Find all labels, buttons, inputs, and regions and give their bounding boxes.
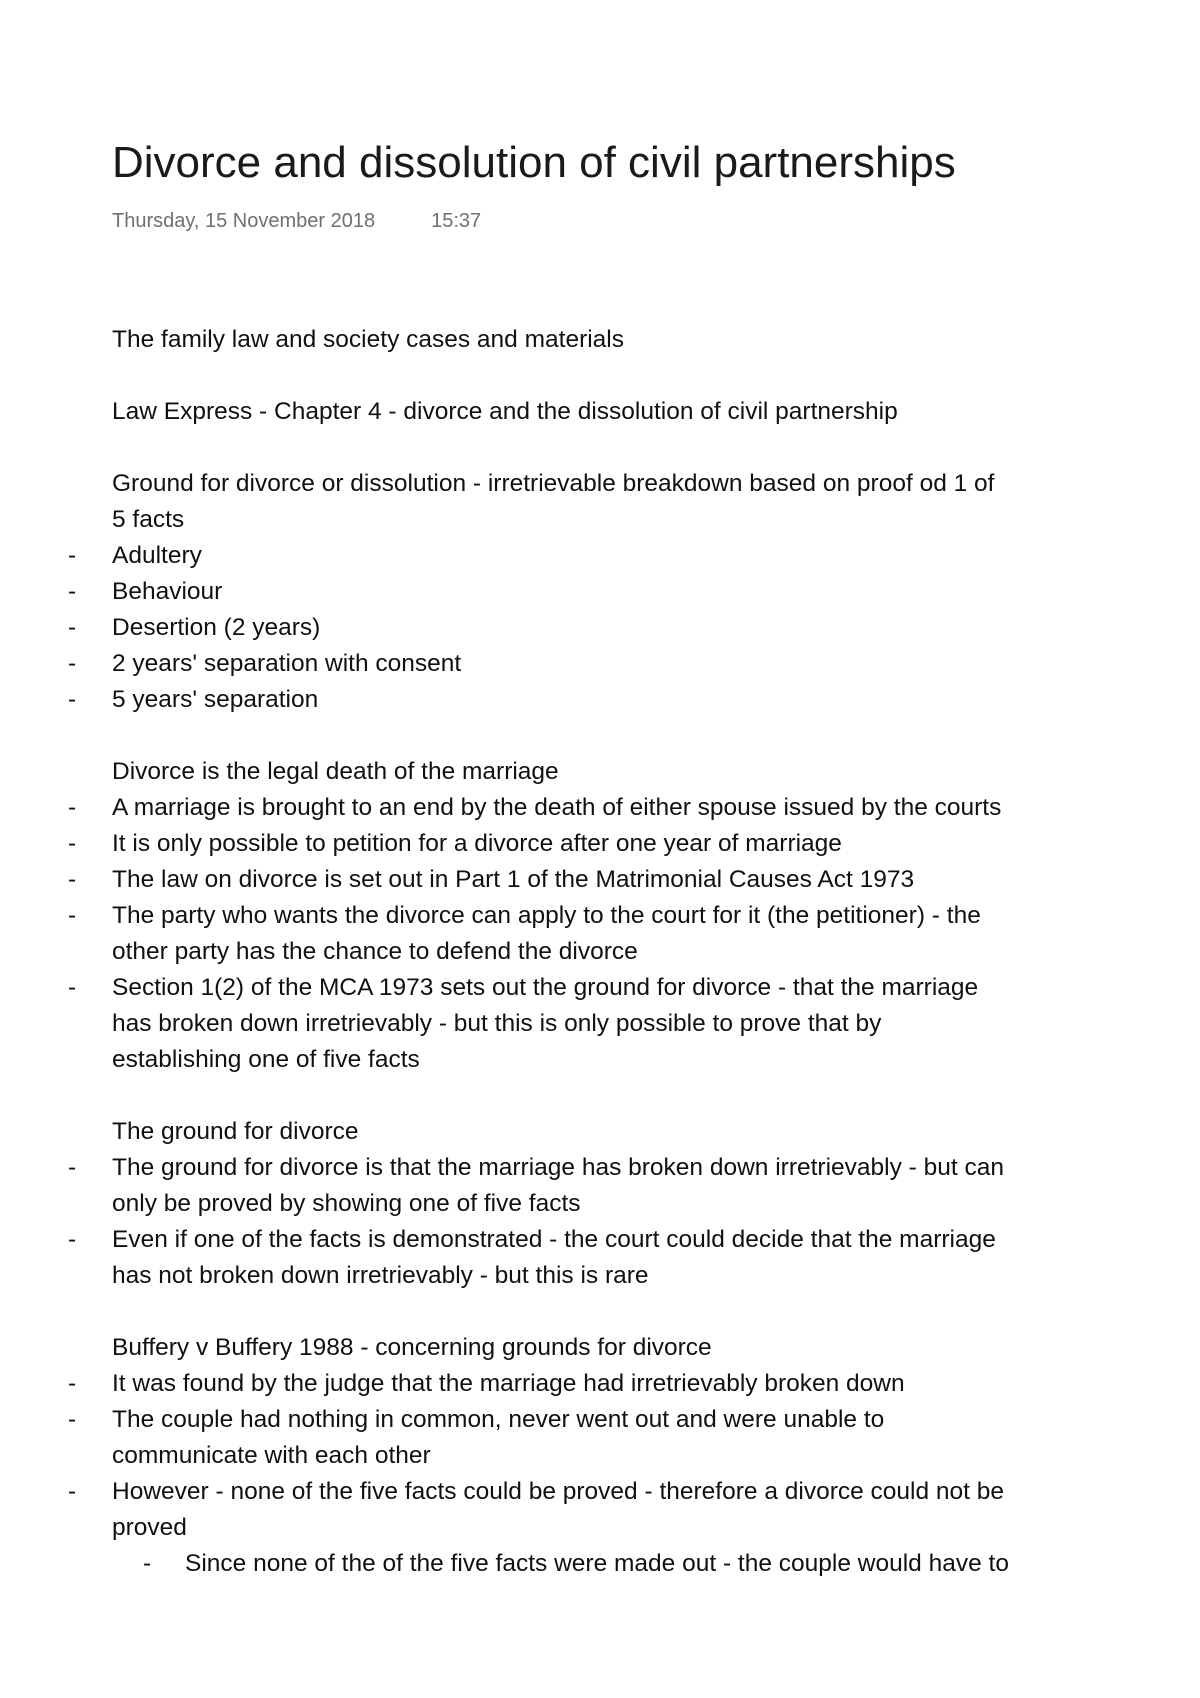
bullet-marker: -	[143, 1550, 152, 1577]
line-text: A marriage is brought to an end by the death of either spouse issued by the courts	[112, 794, 1002, 821]
bullet-marker: -	[68, 650, 77, 677]
text-line	[0, 502, 1200, 538]
line-text: The family law and society cases and materials	[112, 326, 624, 353]
bullet-item	[0, 682, 1200, 718]
line-text: Even if one of the facts is demonstrated - the court could decide that the marriage	[112, 1226, 996, 1253]
blank-line	[0, 430, 1200, 466]
bullet-marker: -	[68, 974, 77, 1001]
bullet-item	[0, 790, 1200, 826]
text-line	[0, 1006, 1200, 1042]
text-line	[0, 1042, 1200, 1078]
line-text: The ground for divorce	[112, 1118, 359, 1145]
bullet-marker: -	[68, 578, 77, 605]
note-timestamp	[112, 207, 481, 235]
line-text: Ground for divorce or dissolution - irretrievable breakdown based on proof od 1 of	[112, 470, 995, 497]
line-text: Law Express - Chapter 4 - divorce and the dissolution of civil partnership	[112, 398, 898, 425]
bullet-marker: -	[68, 686, 77, 713]
line-text: The couple had nothing in common, never went out and were unable to	[112, 1406, 885, 1433]
bullet-item	[0, 1222, 1200, 1258]
line-text: Section 1(2) of the MCA 1973 sets out the ground for divorce - that the marriage	[112, 974, 979, 1001]
line-text: 5 years' separation	[112, 686, 319, 713]
line-text: proved	[112, 1514, 187, 1541]
text-line	[0, 1186, 1200, 1222]
blank-line	[0, 718, 1200, 754]
bullet-item	[0, 1150, 1200, 1186]
sub-bullet-item	[0, 1546, 1200, 1582]
line-text: other party has the chance to defend the divorce	[112, 938, 638, 965]
line-text: has not broken down irretrievably - but this is rare	[112, 1262, 649, 1289]
line-text: communicate with each other	[112, 1442, 431, 1469]
bullet-item	[0, 1402, 1200, 1438]
line-text: However - none of the five facts could be proved - therefore a divorce could not be	[112, 1478, 1005, 1505]
blank-line	[0, 1078, 1200, 1114]
bullet-marker: -	[68, 1370, 77, 1397]
line-text: Desertion (2 years)	[112, 614, 321, 641]
text-line	[0, 1438, 1200, 1474]
line-text: 5 facts	[112, 506, 185, 533]
line-text: 2 years' separation with consent	[112, 650, 462, 677]
bullet-marker: -	[68, 866, 77, 893]
line-text: The party who wants the divorce can apply to the court for it (the petitioner) - the	[112, 902, 981, 929]
text-line	[0, 322, 1200, 358]
note-time: 15:37	[431, 210, 482, 232]
bullet-item	[0, 1366, 1200, 1402]
text-line	[0, 394, 1200, 430]
page-title: Divorce and dissolution of civil partnerships	[112, 138, 956, 187]
blank-line	[0, 1294, 1200, 1330]
bullet-item	[0, 646, 1200, 682]
bullet-item	[0, 574, 1200, 610]
text-line	[0, 754, 1200, 790]
line-text: Behaviour	[112, 578, 223, 605]
bullet-marker: -	[68, 902, 77, 929]
bullet-item	[0, 538, 1200, 574]
text-line	[0, 934, 1200, 970]
note-date: Thursday, 15 November 2018	[112, 210, 376, 232]
line-text: Buffery v Buffery 1988 - concerning grounds for divorce	[112, 1334, 712, 1361]
bullet-marker: -	[68, 1226, 77, 1253]
line-text: has broken down irretrievably - but this is only possible to prove that by	[112, 1010, 882, 1037]
bullet-marker: -	[68, 1406, 77, 1433]
text-line	[0, 1258, 1200, 1294]
note-body	[0, 322, 1200, 1582]
bullet-item	[0, 826, 1200, 862]
line-text: only be proved by showing one of five facts	[112, 1190, 581, 1217]
bullet-marker: -	[68, 794, 77, 821]
bullet-marker: -	[68, 830, 77, 857]
line-text: Adultery	[112, 542, 202, 569]
bullet-item	[0, 970, 1200, 1006]
bullet-item	[0, 610, 1200, 646]
line-text: Divorce is the legal death of the marriage	[112, 758, 559, 785]
bullet-marker: -	[68, 1478, 77, 1505]
line-text: Since none of the of the five facts were made out - the couple would have to	[185, 1550, 1009, 1577]
bullet-marker: -	[68, 542, 77, 569]
line-text: The ground for divorce is that the marriage has broken down irretrievably - but can	[112, 1154, 1004, 1181]
bullet-marker: -	[68, 1154, 77, 1181]
line-text: It was found by the judge that the marriage had irretrievably broken down	[112, 1370, 905, 1397]
text-line	[0, 1330, 1200, 1366]
text-line	[0, 1510, 1200, 1546]
text-line	[0, 466, 1200, 502]
line-text: establishing one of five facts	[112, 1046, 420, 1073]
blank-line	[0, 358, 1200, 394]
line-text: The law on divorce is set out in Part 1 of the Matrimonial Causes Act 1973	[112, 866, 915, 893]
line-text: It is only possible to petition for a divorce after one year of marriage	[112, 830, 842, 857]
bullet-item	[0, 862, 1200, 898]
bullet-marker: -	[68, 614, 77, 641]
bullet-item	[0, 898, 1200, 934]
bullet-item	[0, 1474, 1200, 1510]
text-line	[0, 1114, 1200, 1150]
